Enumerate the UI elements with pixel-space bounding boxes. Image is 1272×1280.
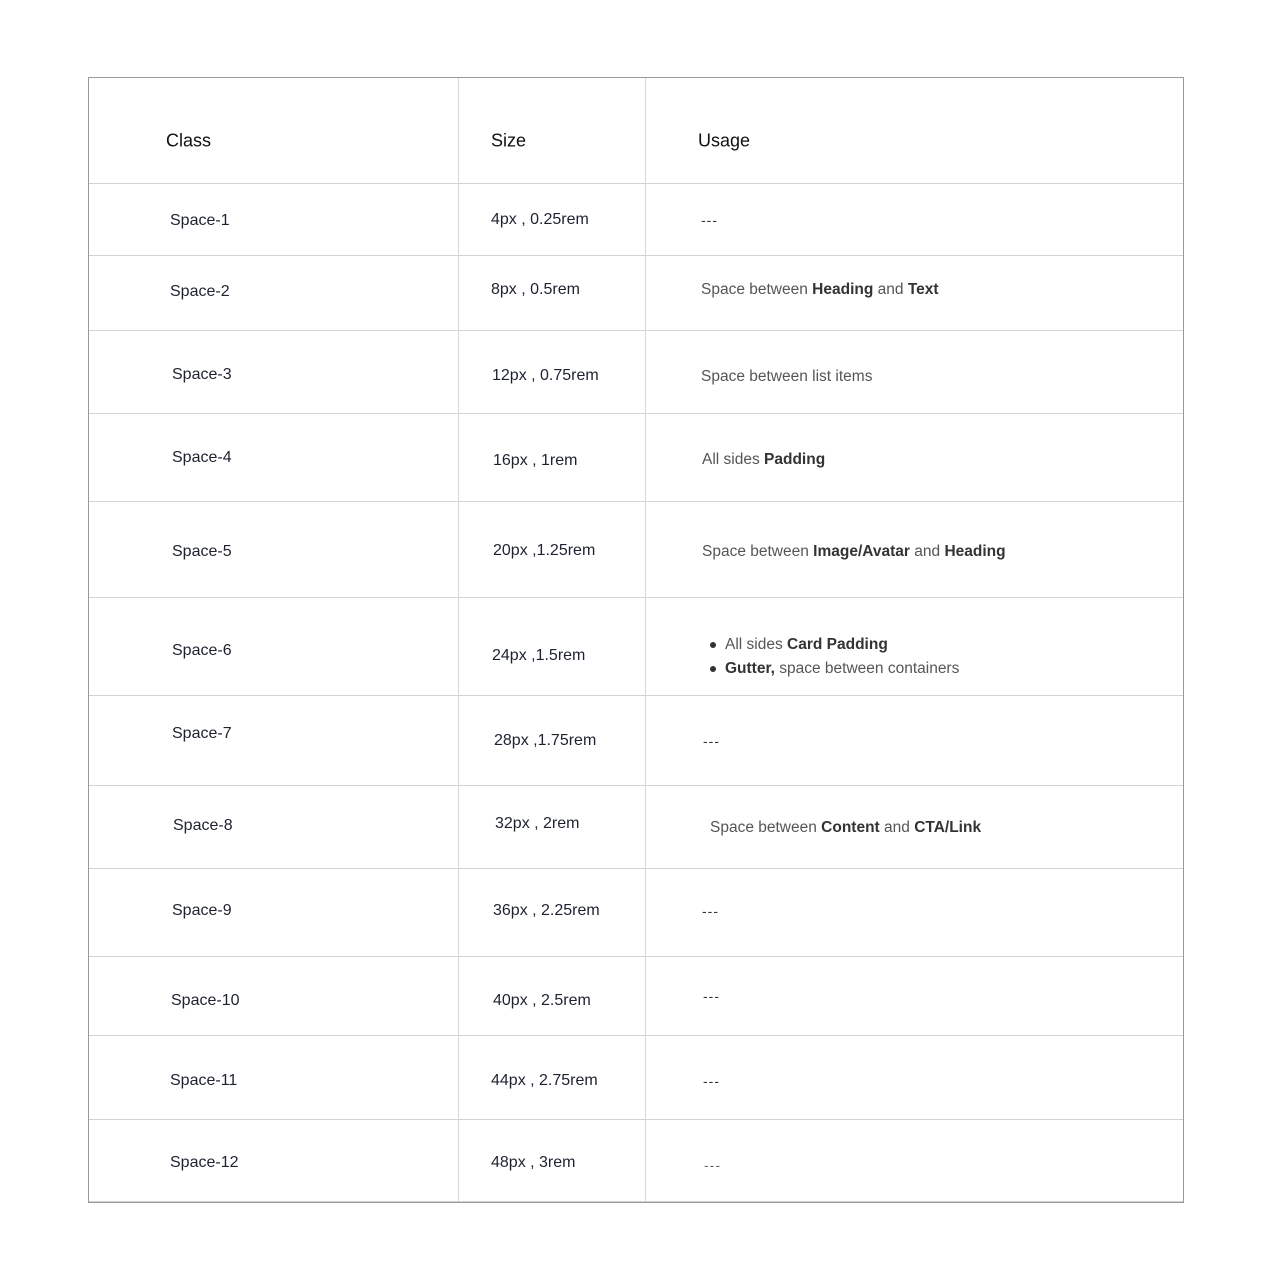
usage-cell: --- [704,1157,721,1173]
table-row [89,869,1183,957]
size-cell: 36px , 2.25rem [493,902,600,919]
size-cell: 4px , 0.25rem [491,211,589,228]
table-row [89,957,1183,1036]
usage-emphasis: Gutter, [725,660,775,677]
size-cell: 44px , 2.75rem [491,1072,598,1089]
class-cell: Space-6 [172,642,232,659]
table-row [89,1120,1183,1202]
usage-emphasis: Padding [764,451,826,468]
size-cell: 48px , 3rem [491,1154,576,1171]
usage-emphasis: Content [821,819,880,836]
usage-cell: --- [702,903,719,919]
table-row [89,786,1183,869]
usage-cell: --- [701,212,718,228]
header-class: Class [166,130,212,151]
header-usage: Usage [698,130,751,151]
header-size: Size [491,130,527,151]
size-cell: 40px , 2.5rem [493,992,591,1009]
usage-cell: --- [703,733,720,749]
usage-emphasis: Card Padding [787,636,888,653]
usage-cell: Space between Heading and Text [701,281,939,298]
table-row [89,414,1183,502]
table-row [89,184,1183,256]
table-header-row [89,78,1183,184]
size-cell: 20px ,1.25rem [493,542,596,559]
column-divider [645,78,646,1202]
class-cell: Space-2 [170,283,230,300]
usage-cell: Space between Image/Avatar and Heading [702,543,1006,560]
list-item: Gutter, space between containers [709,657,959,681]
class-cell: Space-10 [171,992,240,1009]
column-divider [458,78,459,1202]
spacing-table [88,77,1184,1203]
size-cell: 28px ,1.75rem [494,732,597,749]
class-cell: Space-5 [172,543,232,560]
usage-emphasis: Heading [944,543,1006,560]
size-cell: 12px , 0.75rem [492,367,599,384]
class-cell: Space-1 [170,212,230,229]
usage-cell: Space between list items [701,368,873,385]
usage-emphasis: Text [907,281,939,298]
usage-emphasis: Image/Avatar [813,543,910,560]
table-row [89,598,1183,696]
usage-cell: --- [703,1073,720,1089]
size-cell: 24px ,1.5rem [492,647,586,664]
class-cell: Space-4 [172,449,232,466]
usage-cell: --- [703,988,720,1004]
usage-emphasis: CTA/Link [914,819,982,836]
class-cell: Space-9 [172,902,232,919]
usage-cell: Space between Content and CTA/Link [710,819,982,836]
table-row [89,331,1183,414]
class-cell: Space-8 [173,817,233,834]
table-row [89,696,1183,786]
table-row [89,1036,1183,1120]
usage-bullet-list [709,633,959,681]
size-cell: 32px , 2rem [495,815,580,832]
class-cell: Space-7 [172,725,232,742]
class-cell: Space-12 [170,1154,239,1171]
table-row [89,256,1183,331]
table-row [89,502,1183,598]
size-cell: 8px , 0.5rem [491,281,580,298]
size-cell: 16px , 1rem [493,452,578,469]
usage-emphasis: Heading [812,281,874,298]
usage-cell: All sides Padding [702,451,826,468]
class-cell: Space-3 [172,366,232,383]
class-cell: Space-11 [170,1072,238,1089]
list-item: All sides Card Padding [709,633,959,657]
